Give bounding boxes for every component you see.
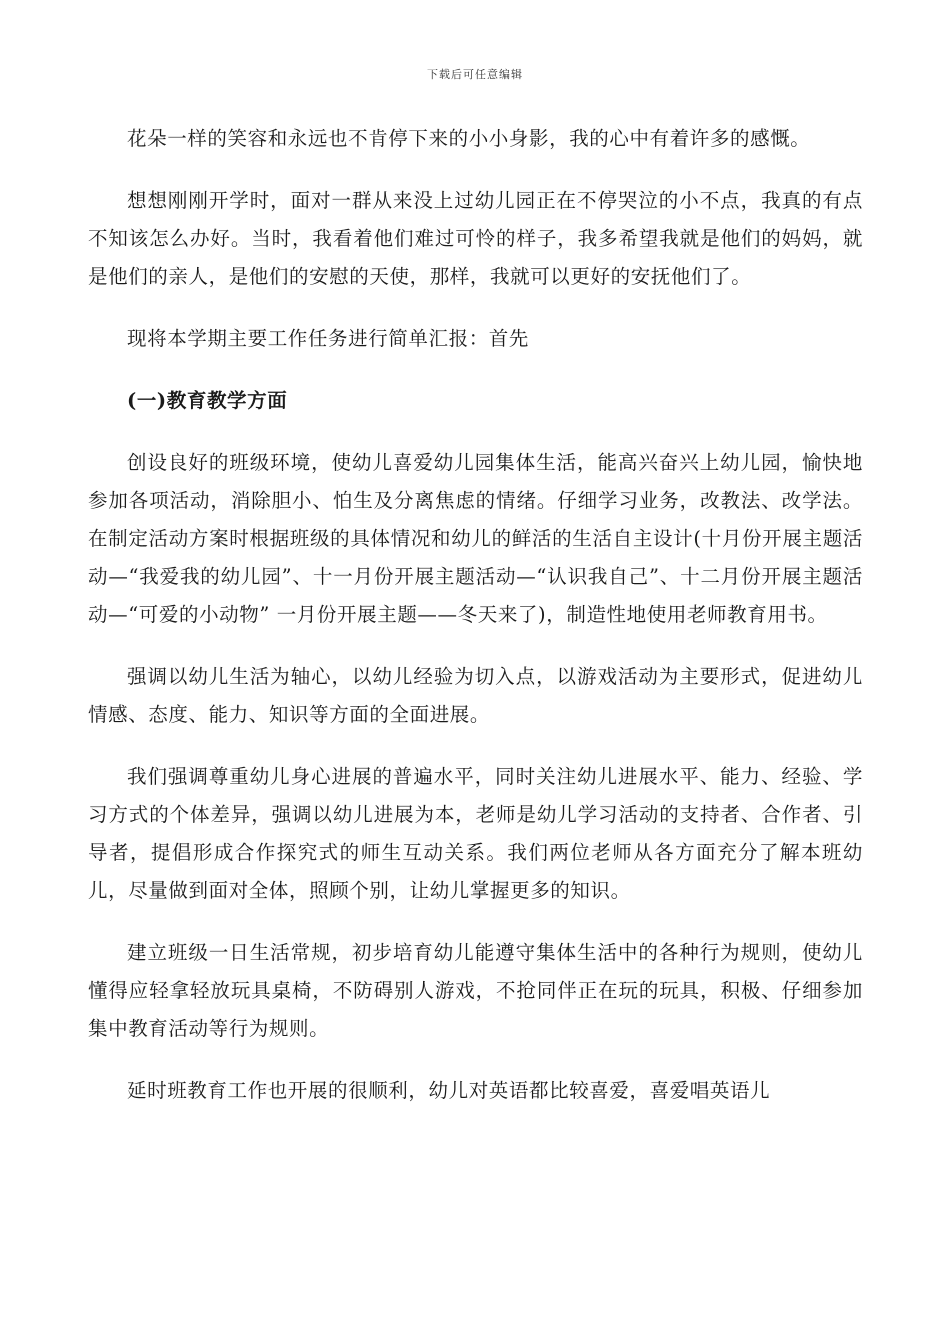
paragraph-4: 创设良好的班级环境，使幼儿喜爱幼儿园集体生活，能高兴奋兴上幼儿园，愉快地参加各项活动，消除胆小、怕生及分离焦虑的情绪。仔细学习业务，改教法、改学法。在制定活动方案时根据班级的具体情况和幼儿的鲜活的生活自主设计(十月份开展主题活动—“我爱我的幼儿园”、十一月份开展主题活动—“认识我自己”、十二月份开展主题活动—“可爱的小动物” 一月份开展主题——冬天来了)，制造性地使用老师教育用书。: [88, 451, 863, 626]
paragraph-1: 花朵一样的笑容和永远也不肯停下来的小小身影，我的心中有着许多的感慨。: [127, 127, 811, 150]
paragraph-3: 现将本学期主要工作任务进行简单汇报：首先: [127, 327, 530, 350]
paragraph-8: 延时班教育工作也开展的很顺利，幼儿对英语都比较喜爱，喜爱唱英语儿: [127, 1079, 771, 1102]
document-body: [88, 120, 863, 1134]
paragraph-2: 想想刚刚开学时，面对一群从来没上过幼儿园正在不停哭泣的小不点，我真的有点不知该怎么办好。当时，我看着他们难过可怜的样子，我多希望我就是他们的妈妈，就是他们的亲人，是他们的安慰的天使，那样，我就可以更好的安抚他们了。: [88, 189, 863, 288]
page-header: 下载后可任意编辑: [427, 68, 523, 81]
paragraph-6: 我们强调尊重幼儿身心进展的普遍水平，同时关注幼儿进展水平、能力、经验、学习方式的个体差异，强调以幼儿进展为本，老师是幼儿学习活动的支持者、合作者、引导者，提倡形成合作探究式的师生互动关系。我们两位老师从各方面充分了解本班幼儿，尽量做到面对全体，照顾个别，让幼儿掌握更多的知识。: [88, 765, 863, 902]
paragraph-7: 建立班级一日生活常规，初步培育幼儿能遵守集体生活中的各种行为规则，使幼儿懂得应轻拿轻放玩具桌椅，不防碍别人游戏，不抢同伴正在玩的玩具，积极、仔细参加集中教育活动等行为规则。: [88, 941, 863, 1040]
paragraph-5: 强调以幼儿生活为轴心，以幼儿经验为切入点，以游戏活动为主要形式，促进幼儿情感、态度、能力、知识等方面的全面进展。: [88, 665, 863, 726]
section-heading: (一)教育教学方面: [127, 389, 288, 412]
